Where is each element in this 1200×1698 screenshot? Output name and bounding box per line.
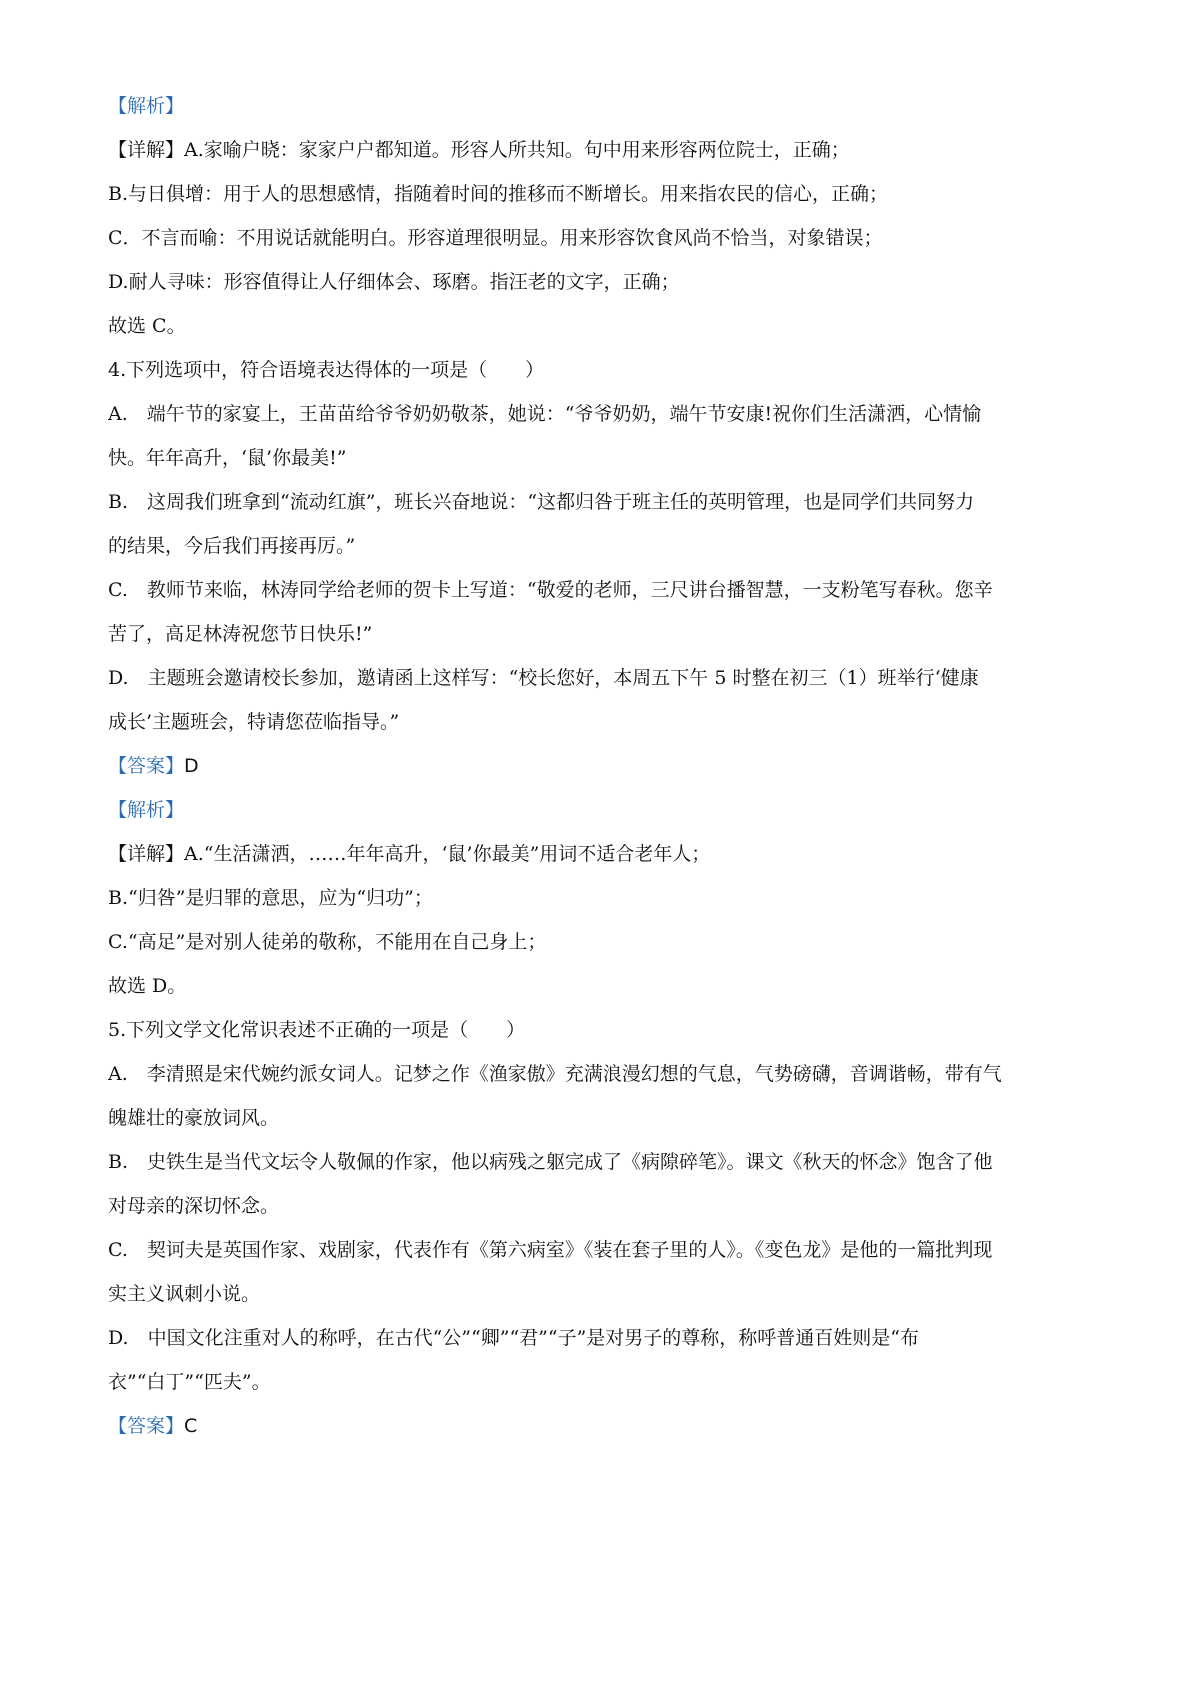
q4-option-d-line1: D. 主题班会邀请校长参加，邀请函上这样写：“校长您好，本周五下午 5 时整在初三（1）班举行‘健康 [108,667,979,689]
answer-label: 【答案】 [108,755,185,777]
conclusion-line: 故选 C。 [108,315,186,337]
analysis-label: 【解析】 [108,95,185,117]
detail-text-a: A.“生活潇洒，……年年高升，‘鼠’你最美”用词不适合老年人； [184,843,711,865]
answer-value: D [184,755,199,777]
q5-option-c-line1: C. 契诃夫是英国作家、戏剧家，代表作有《第六病室》《装在套子里的人》。《变色龙》是他的一篇批判现 [108,1239,993,1261]
q5-answer-line [108,1412,1108,1440]
question-5-stem: 5.下列文学文化常识表述不正确的一项是（ ） [108,1019,526,1041]
detail-line-a [108,136,1108,164]
q4-option-d-line2: 成长’主题班会，特请您莅临指导。” [108,711,400,733]
q4-option-c-line2: 苦了，高足林涛祝您节日快乐!” [108,623,373,645]
analysis-heading [108,92,1108,120]
q5-option-a-line1: A. 李清照是宋代婉约派女词人。记梦之作《渔家傲》充满浪漫幻想的气息，气势磅礴，音调谐畅，带有气 [108,1063,1002,1085]
q5-option-d-line2: 衣”“白丁”“匹夫”。 [108,1371,271,1393]
answer-label: 【答案】 [108,1415,185,1437]
q4-detail-line-c: C.“高足”是对别人徒弟的敬称，不能用在自己身上； [108,931,547,953]
question-4-stem: 4.下列选项中，符合语境表达得体的一项是（ ） [108,359,545,381]
q5-option-c-line2: 实主义讽刺小说。 [108,1283,261,1305]
answer-value: C [184,1415,198,1437]
q4-option-b-line2: 的结果，今后我们再接再厉。” [108,535,356,557]
detail-label: 【详解】 [108,843,185,865]
detail-line-c: C．不言而喻：不用说话就能明白。形容道理很明显。用来形容饮食风尚不恰当，对象错误； [108,227,883,249]
q4-conclusion-line: 故选 D。 [108,975,187,997]
q4-detail-line-a [108,840,1108,868]
q4-answer-line [108,752,1108,780]
q5-option-a-line2: 魄雄壮的豪放词风。 [108,1107,280,1129]
detail-text-a: A.家喻户晓：家家户户都知道。形容人所共知。句中用来形容两位院士，正确； [184,139,850,161]
q4-option-c-line1: C. 教师节来临，林涛同学给老师的贺卡上写道：“敬爱的老师，三尺讲台播智慧，一支粉笔写春秋。您辛 [108,579,993,601]
q4-detail-line-b: B.“归咎”是归罪的意思，应为“归功”； [108,887,433,909]
q5-option-d-line1: D. 中国文化注重对人的称呼，在古代“公”“卿”“君”“子”是对男子的尊称，称呼普通百姓则是“布 [108,1327,920,1349]
q4-option-b-line1: B. 这周我们班拿到“流动红旗”，班长兴奋地说：“这都归咎于班主任的英明管理，也是同学们共同努力 [108,491,975,513]
q5-option-b-line2: 对母亲的深切怀念。 [108,1195,280,1217]
analysis-label: 【解析】 [108,799,185,821]
detail-line-b: B.与日俱增：用于人的思想感情，指随着时间的推移而不断增长。用来指农民的信心，正确； [108,183,889,205]
detail-line-d: D.耐人寻味：形容值得让人仔细体会、琢磨。指汪老的文字，正确； [108,271,680,293]
q4-option-a-line2: 快。年年高升，‘鼠’你最美!” [108,447,347,469]
detail-label: 【详解】 [108,139,185,161]
q4-analysis-heading [108,796,1108,824]
q4-option-a-line1: A. 端午节的家宴上，王苗苗给爷爷奶奶敬茶，她说：“爷爷奶奶，端午节安康!祝你们生活潇洒，心情愉 [108,403,982,425]
q5-option-b-line1: B. 史铁生是当代文坛令人敬佩的作家，他以病残之躯完成了《病隙碎笔》。课文《秋天的怀念》饱含了他 [108,1151,993,1173]
